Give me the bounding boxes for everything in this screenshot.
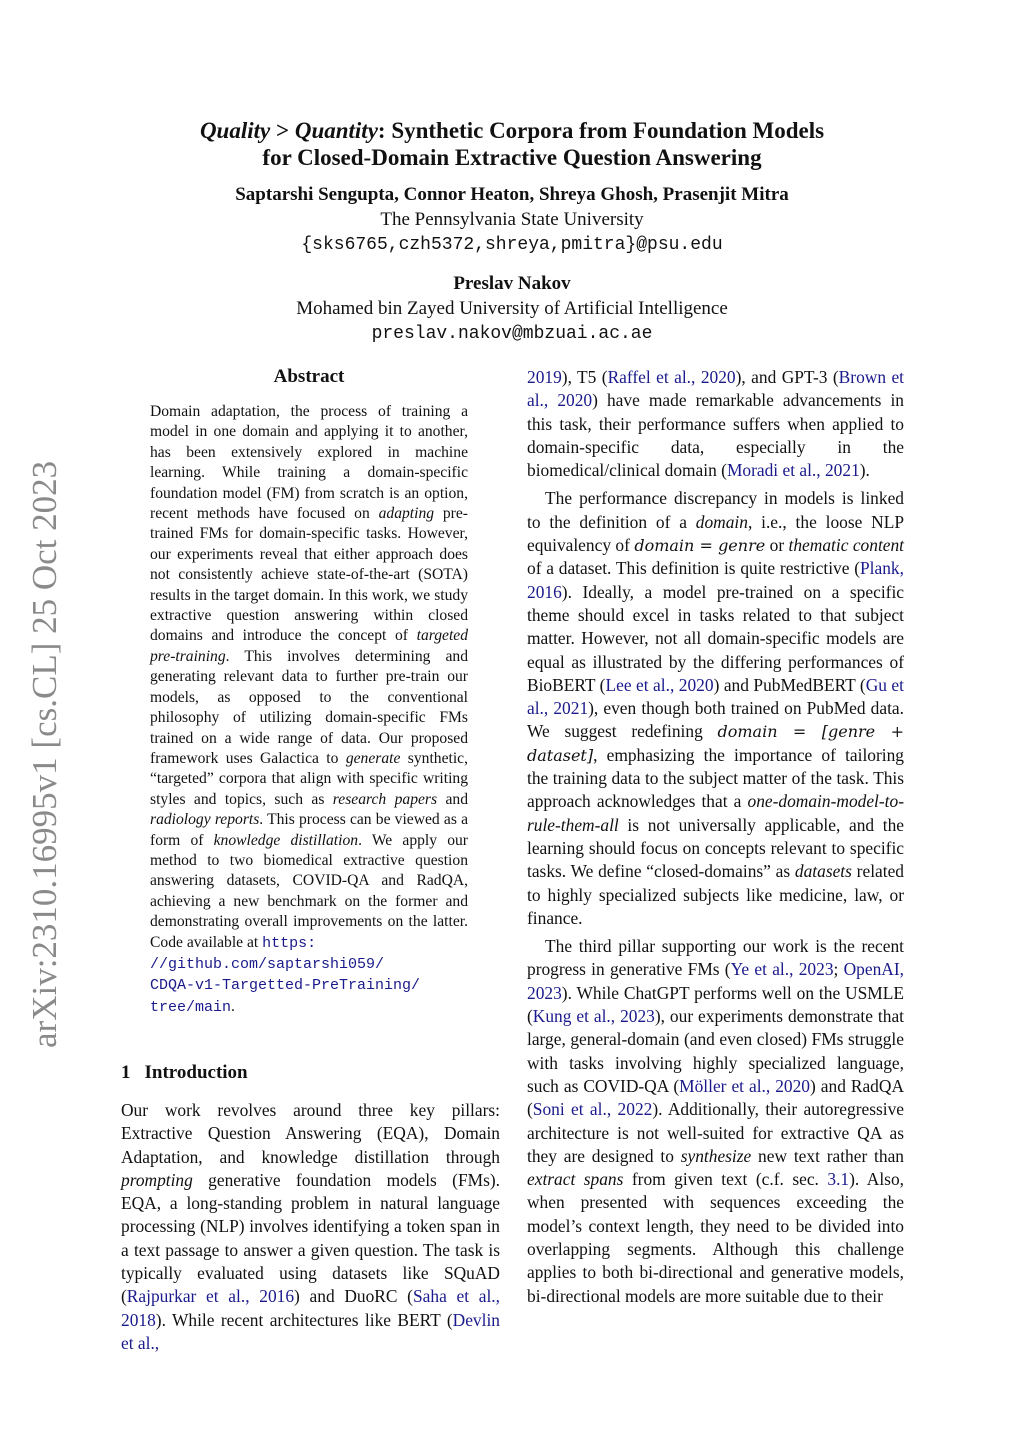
abstract-heading: Abstract	[273, 366, 345, 387]
author-name-2: Preslav Nakov	[453, 273, 571, 294]
title-greater-than: >	[270, 118, 295, 143]
title-quantity: Quantity	[294, 118, 378, 143]
section-title: Introduction	[144, 1062, 248, 1083]
author-names: Saptarshi Sengupta, Connor Heaton, Shreya Ghosh, Prasenjit Mitra	[235, 184, 789, 205]
title-rest: : Synthetic Corpora from Foundation Models	[377, 118, 825, 143]
citation-devlin[interactable]: Devlin et al.,	[121, 1309, 500, 1353]
citation-devlin-year[interactable]: 2019	[527, 367, 562, 387]
code-url-link[interactable]: https: //github.com/saptarshi059/ CDQA-v1-Targetted-PreTraining/ tree/main	[150, 934, 421, 1016]
citation-moller[interactable]: Möller et al., 2020	[679, 1075, 810, 1096]
section-reference-3-1[interactable]: 3.1	[827, 1169, 850, 1190]
citation-soni[interactable]: Soni et al., 2022	[532, 1099, 653, 1120]
paper-title-line-2: for Closed-Domain Extractive Question Answering	[262, 145, 762, 170]
title-quality: Quality	[199, 118, 271, 143]
author-affiliation: The Pennsylvania State University	[380, 209, 644, 230]
citation-gu[interactable]: Gu et al., 2021	[527, 674, 904, 719]
author-emails: {sks6765,czh5372,shreya,pmitra}@psu.edu	[301, 235, 723, 255]
section-number: 1	[121, 1062, 131, 1083]
citation-brown[interactable]: Brown et al., 2020	[527, 367, 904, 411]
introduction-section-left	[121, 1062, 500, 1355]
citation-lee[interactable]: Lee et al., 2020	[605, 674, 714, 695]
right-column	[527, 366, 904, 1308]
citation-rajpurkar[interactable]: Rajpurkar et al., 2016	[126, 1286, 295, 1307]
author-affiliation-2: Mohamed bin Zayed University of Artificial Intelligence	[296, 298, 728, 319]
citation-raffel[interactable]: Raffel et al., 2020	[607, 367, 736, 387]
arxiv-identifier: arXiv:2310.16995v1 [cs.CL] 25 Oct 2023	[25, 460, 64, 1048]
paper-title-line-1	[0, 117, 1024, 144]
citation-saha[interactable]: Saha et al., 2018	[121, 1286, 500, 1330]
section-heading-introduction	[121, 1062, 500, 1084]
citation-ye[interactable]: Ye et al., 2023	[730, 959, 834, 980]
arxiv-side-stamp	[0, 452, 90, 1052]
citation-moradi[interactable]: Moradi et al., 2021	[726, 460, 860, 481]
intro-paragraph-1-continued: 2019), T5 (Raffel et al., 2020), and GPT-3 (Brown et al., 2020) have made remarkable advancements in this task, their performance suffers when applied to domain-specific data, especially in the biomedical/clinical domain (Moradi et al., 2021).	[527, 367, 904, 481]
abstract-body: Domain adaptation, the process of training a model in one domain and applying it to another, has been extensively explored in machine learning. While training a domain-specific foundation model (FM) from scratch is an option, recent methods have focused on adapting pre-trained FMs for domain-specific tasks. However, our experiments reveal that either approach does not consistently achieve state-of-the-art (SOTA) results in the target domain. In this work, we study extractive question answering within closed domains and introduce the concept of targeted pre-training. This involves determining and generating relevant data to further pre-train our models, as opposed to the conventional philosophy of utilizing domain-specific FMs trained on a wide range of data. Our proposed framework uses Galactica to generate synthetic, “targeted” corpora that align with specific writing styles and topics, such as research papers and radiology reports. This process can be viewed as a form of knowledge distillation. We apply our method to two biomedical extractive question answering datasets, COVID-QA and RadQA, achieving a new benchmark on the former and demonstrating overall improvements on the latter. Code available at https: //github.com/saptarshi059/ CDQA-v1-Targetted-PreTraining/ tree/main.	[150, 403, 468, 1016]
citation-plank[interactable]: Plank, 2016	[527, 558, 904, 602]
abstract-section	[150, 366, 468, 1018]
citation-openai[interactable]: OpenAI, 2023	[527, 959, 904, 1003]
citation-kung[interactable]: Kung et al., 2023	[532, 1006, 655, 1027]
intro-paragraph-3: The third pillar supporting our work is the recent progress in generative FMs (Ye et al., 2023; OpenAI, 2023). While ChatGPT performs well on the USMLE (Kung et al., 2023), our experiments demonstrate that large, general-domain (and even closed) FMs struggle with tasks involving highly specialized language, such as COVID-QA (Möller et al., 2020) and RadQA (Soni et al., 2022). Additionally, their autoregressive architecture is not well-suited for extractive QA as they are designed to synthesize new text rather than extract spans from given text (c.f. sec. 3.1). Also, when presented with sequences exceeding the model’s context length, they need to be divided into overlapping segments. Although this challenge applies to both bi-directional and generative models, bi-directional models are more suitable due to their	[527, 936, 904, 1306]
author-email-2: preslav.nakov@mbzuai.ac.ae	[371, 324, 653, 344]
intro-paragraph-1: Our work revolves around three key pillars: Extractive Question Answering (EQA), Domain Adaptation, and knowledge distillation through prompting generative foundation models (FMs). EQA, a long-standing problem in natural language processing (NLP) involves identifying a token span in a text passage to answer a given question. The task is typically evaluated using datasets like SQuAD (Rajpurkar et al., 2016) and DuoRC (Saha et al., 2018). While recent architectures like BERT (Devlin et al.,	[121, 1100, 500, 1353]
intro-paragraph-2: The performance discrepancy in models is linked to the definition of a domain, i.e., the loose NLP equivalency of domain = genre or thematic content of a dataset. This definition is quite restrictive (Plank, 2016). Ideally, a model pre-trained on a specific theme should excel in tasks related to that subject matter. However, not all domain-specific models are equal as illustrated by the differing performances of BioBERT (Lee et al., 2020) and PubMedBERT (Gu et al., 2021), even though both trained on PubMed data. We suggest redefining domain = [genre + dataset], emphasizing the importance of tailoring the training data to the subject matter of the task. This approach acknowledges that a one-domain-model-to-rule-them-all is not universally applicable, and the learning should focus on concepts relevant to specific tasks. We define “closed-domains” as datasets related to highly specialized subjects like medicine, law, or finance.	[527, 488, 905, 928]
